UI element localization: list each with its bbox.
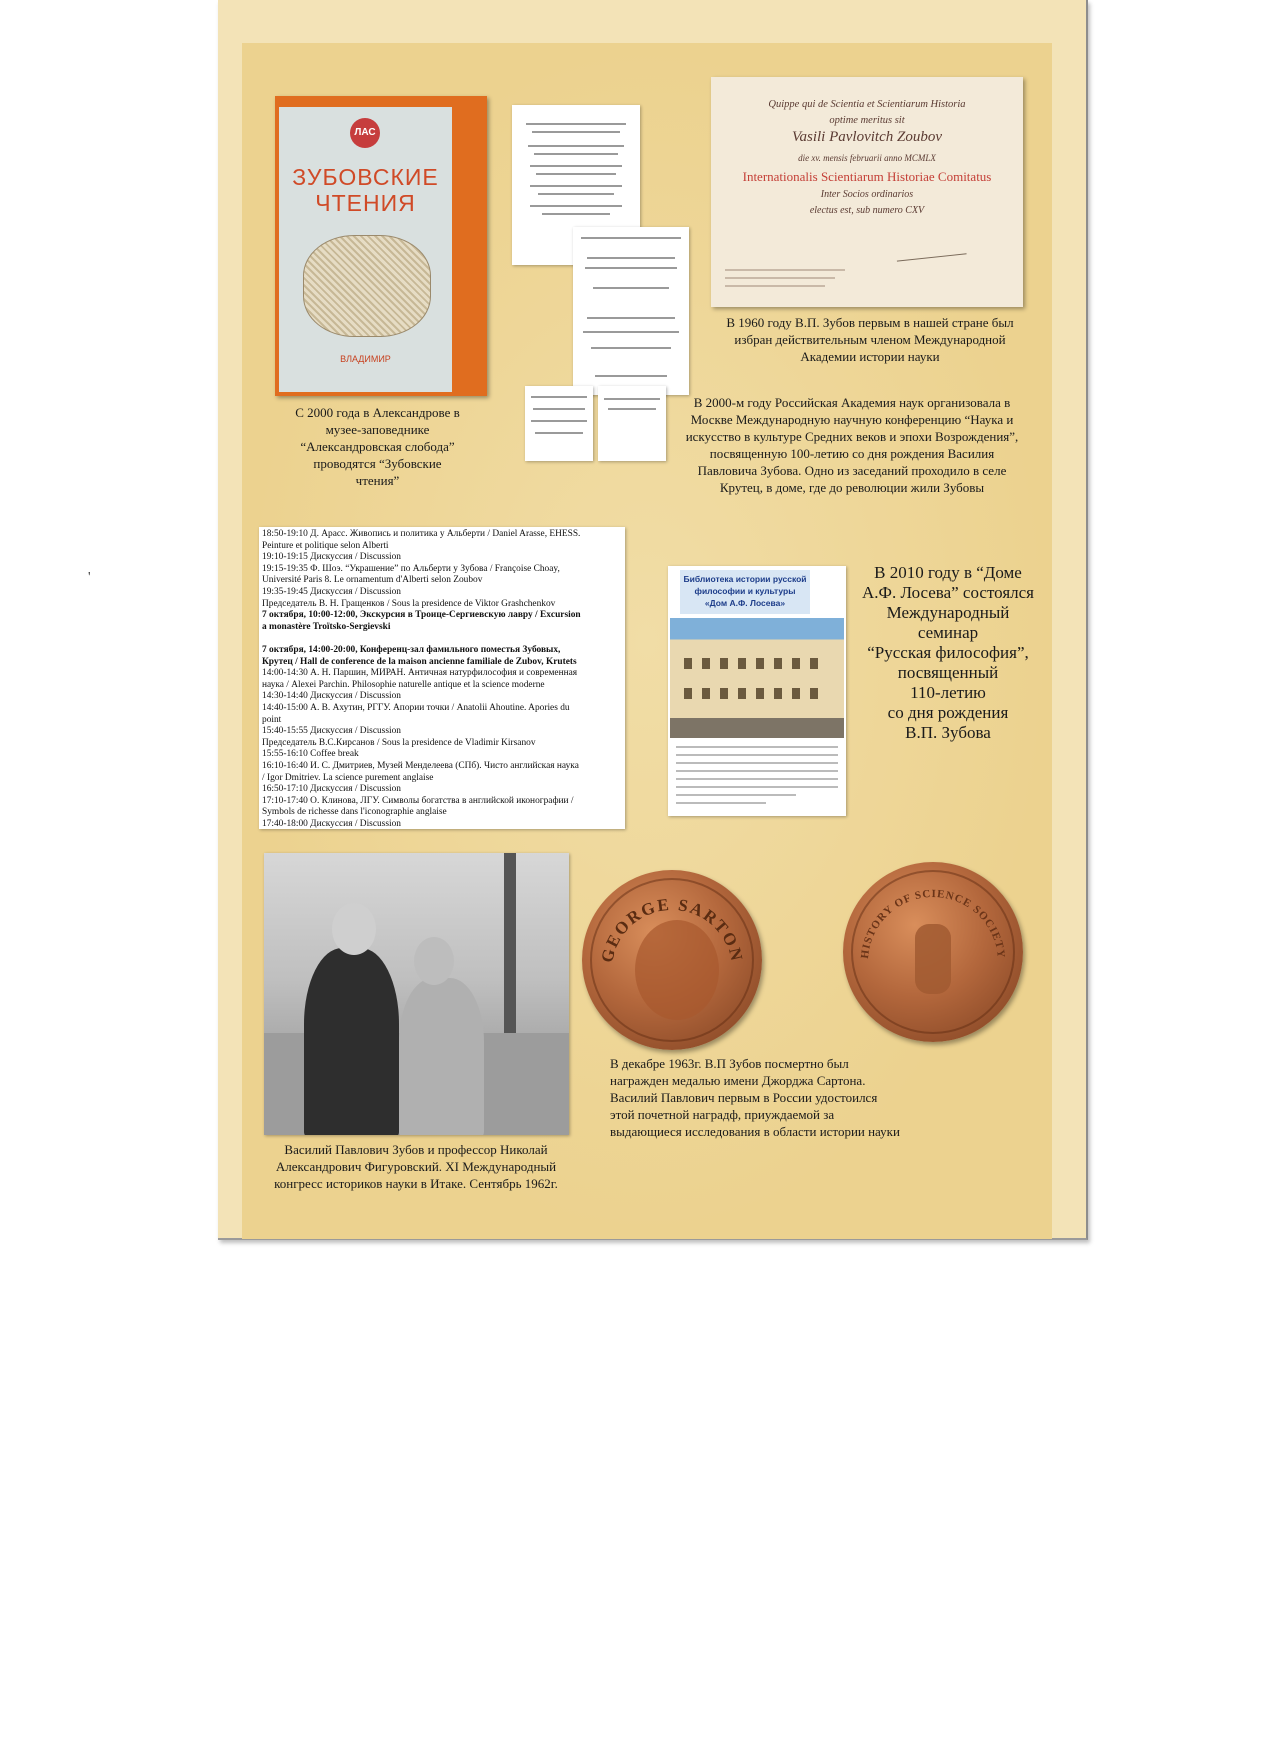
diploma-line: Quippe qui de Scientia et Scientiarum Historia [768, 99, 966, 110]
person-figurovsky [399, 978, 484, 1135]
medal-front-inscription: GEORGE SARTON [597, 894, 747, 965]
diploma-line: optime meritus sit [829, 115, 905, 126]
diploma-line: Inter Socios ordinarios [820, 189, 914, 200]
diploma-line: die xv. mensis februarii anno MCMLX [798, 153, 936, 163]
schedule-row: / Igor Dmitriev. La science purement anglaise [262, 772, 434, 783]
schedule-row: point [262, 714, 282, 725]
sarton-medal-back [843, 862, 1023, 1042]
schedule-row: 16:10-16:40 И. С. Дмитриев, Музей Менделеева (СПб). Чисто английская наука [262, 761, 579, 771]
book-title-line1: ЗУБОВСКИЕ [292, 164, 439, 190]
schedule-row: 7 октября, 10:00-12:00, Экскурсия в Троице-Сергиевскую лавру / Excursion [262, 610, 581, 621]
programme-page-2 [573, 227, 689, 395]
seminar-caption-line: “Русская философия”, [867, 643, 1029, 662]
schedule-row: Крутец / Hall de conference de la maison ancienne familiale de Zubov, Krutets [262, 656, 577, 667]
conference-caption-line: посвященную 100-летию со дня рождения Василия [709, 446, 995, 461]
diploma-document [711, 77, 1023, 307]
seminar-caption-line: В.П. Зубова [905, 723, 991, 742]
conference-caption-line: Павловича Зубова. Одно из заседаний проходило в селе [697, 463, 1007, 478]
flyer-title-line: философии и культуры [694, 586, 796, 596]
medal-caption-line: Василий Павлович первым в России удостоился [610, 1090, 878, 1105]
book-engraving-image [303, 235, 431, 337]
seminar-caption-line: 110-летию [910, 683, 986, 702]
schedule-row: 17:40-18:00 Дискуссия / Discussion [262, 819, 401, 829]
book-caption-line: музее-заповеднике [325, 422, 430, 437]
schedule-row: 14:30-14:40 Дискуссия / Discussion [262, 691, 401, 702]
zubov-figurovsky-photo [264, 853, 569, 1135]
book-caption-line: С 2000 года в Александрове в [295, 405, 460, 420]
schedule-row: 14:40-15:00 А. В. Ахутин, РГГУ. Апории точки / Anatolii Ahoutine. Apories du [262, 703, 570, 713]
book-city: ВЛАДИМИР [340, 354, 391, 364]
conference-caption-line: В 2000-м году Российская Академия наук организовала в [693, 395, 1011, 410]
medal-caption-line: этой почетной наградф, приуждаемой за [610, 1107, 835, 1122]
diploma-caption-line: избран действительным членом Международной [734, 332, 1006, 347]
schedule-row: наука / Alexei Parchin. Philosophie naturelle antique et la science moderne [262, 679, 545, 690]
losev-house-photo [670, 618, 844, 738]
flyer-header [680, 570, 810, 614]
schedule-row: 7 октября, 14:00-20:00, Конференц-зал фамильного поместья Зубовых, [262, 645, 561, 655]
schedule-row: a monastère Troïtsko-Sergievski [262, 621, 391, 632]
diploma-recipient: Vasili Pavlovitch Zoubov [792, 129, 942, 145]
seminar-caption [848, 563, 1048, 743]
diploma-caption [700, 314, 1040, 365]
scan-mark: ' [88, 570, 91, 585]
conference-caption-line: Крутец, в доме, где до революции жили Зубовы [719, 480, 985, 495]
conference-caption-line: искусство в культуре Средних веков и эпохи Возрождения”, [685, 429, 1019, 444]
seminar-caption-line: В 2010 году в “Доме [874, 563, 1022, 582]
flyer-title-line: Библиотека истории русской [683, 574, 807, 584]
schedule-row: 19:15-19:35 Ф. Шоэ. “Украшение” по Альберти у Зубова / Françoise Choay, [262, 563, 560, 574]
medal-back-inscription: HISTORY OF SCIENCE SOCIETY [858, 887, 1008, 960]
programme-page-4 [598, 386, 666, 461]
conference-schedule [259, 527, 625, 829]
schedule-row: 19:35-19:45 Дискуссия / Discussion [262, 587, 401, 597]
seminar-caption-line: А.Ф. Лосева” состоялся [862, 583, 1034, 602]
conference-caption-line: Москве Международную научную конференцию “Наука и [690, 412, 1014, 427]
diploma-caption-line: В 1960 году В.П. Зубов первым в нашей стране был [726, 315, 1014, 330]
photo-caption [262, 1141, 570, 1192]
diploma-organization: Internationalis Scientiarum Historiae Comitatus [742, 169, 992, 184]
schedule-row: Université Paris 8. Le ornamentum d'Alberti selon Zoubov [262, 575, 483, 586]
schedule-row: Symbols de richesse dans l'iconographie anglaise [262, 807, 447, 818]
flyer-title-line: «Дом А.Ф. Лосева» [704, 598, 786, 608]
diploma-caption-line: Академии истории науки [800, 349, 940, 364]
medal-caption-line: В декабре 1963г. В.П Зубов посмертно был [610, 1056, 849, 1071]
book-caption-line: “Александровская слобода” [300, 439, 455, 454]
book-title [279, 164, 452, 216]
book-cover-zubov-readings [275, 96, 487, 396]
schedule-row: 15:55-16:10 Coffee break [262, 749, 359, 760]
book-caption [270, 404, 485, 489]
conference-caption [672, 394, 1032, 496]
schedule-row: 14:00-14:30 А. Н. Паршин, МИРАН. Античная натурфилософия и современная [262, 668, 578, 679]
photo-caption-line: Александрович Фигуровский. XI Международный [275, 1159, 557, 1174]
medal-caption [610, 1055, 1010, 1140]
schedule-row: 19:10-19:15 Дискуссия / Discussion [262, 552, 401, 563]
book-caption-line: проводятся “Зубовские [313, 456, 442, 471]
seminar-caption-line: Международный [886, 603, 1010, 622]
person-zubov [304, 948, 399, 1135]
schedule-row: 16:50-17:10 Дискуссия / Discussion [262, 784, 401, 795]
diploma-signature [895, 239, 966, 261]
medal-caption-line: выдающиеся исследования в области истории науки [610, 1124, 900, 1139]
seminar-caption-line: со дня рождения [887, 703, 1009, 722]
schedule-row: Peinture et politique selon Alberti [262, 540, 389, 551]
schedule-row: 15:40-15:55 Дискуссия / Discussion [262, 726, 401, 737]
schedule-row: 17:10-17:40 О. Клинова, ЛГУ. Символы богатства в английской иконографии / [262, 795, 574, 806]
book-emblem-icon: ЛАС [350, 118, 380, 148]
flyer-title [680, 573, 810, 609]
diploma-line: electus est, sub numero CXV [809, 205, 925, 216]
sarton-medal-front [582, 870, 762, 1050]
seminar-caption-line: семинар [917, 623, 979, 642]
library-flyer [668, 566, 846, 816]
photo-caption-line: конгресс историков науки в Итаке. Сентябрь 1962г. [274, 1176, 558, 1191]
schedule-row: Председатель В. Н. Гращенков / Sous la presidence de Viktor Grashchenkov [262, 598, 556, 609]
photo-caption-line: Василий Павлович Зубов и профессор Николай [284, 1142, 548, 1157]
schedule-row: Председатель В.С.Кирсанов / Sous la presidence de Vladimir Kirsanov [262, 737, 536, 748]
schedule-row: 18:50-19:10 Д. Арасс. Живопись и политика у Альберти / Daniel Arasse, EHESS. [262, 529, 581, 539]
programme-page-3 [525, 386, 593, 461]
book-cover-panel [279, 107, 452, 392]
book-caption-line: чтения” [355, 473, 400, 488]
book-title-line2: ЧТЕНИЯ [315, 190, 416, 216]
seminar-caption-line: посвященный [897, 663, 999, 682]
medal-caption-line: награжден медалью имени Джорджа Сартона. [610, 1073, 866, 1088]
